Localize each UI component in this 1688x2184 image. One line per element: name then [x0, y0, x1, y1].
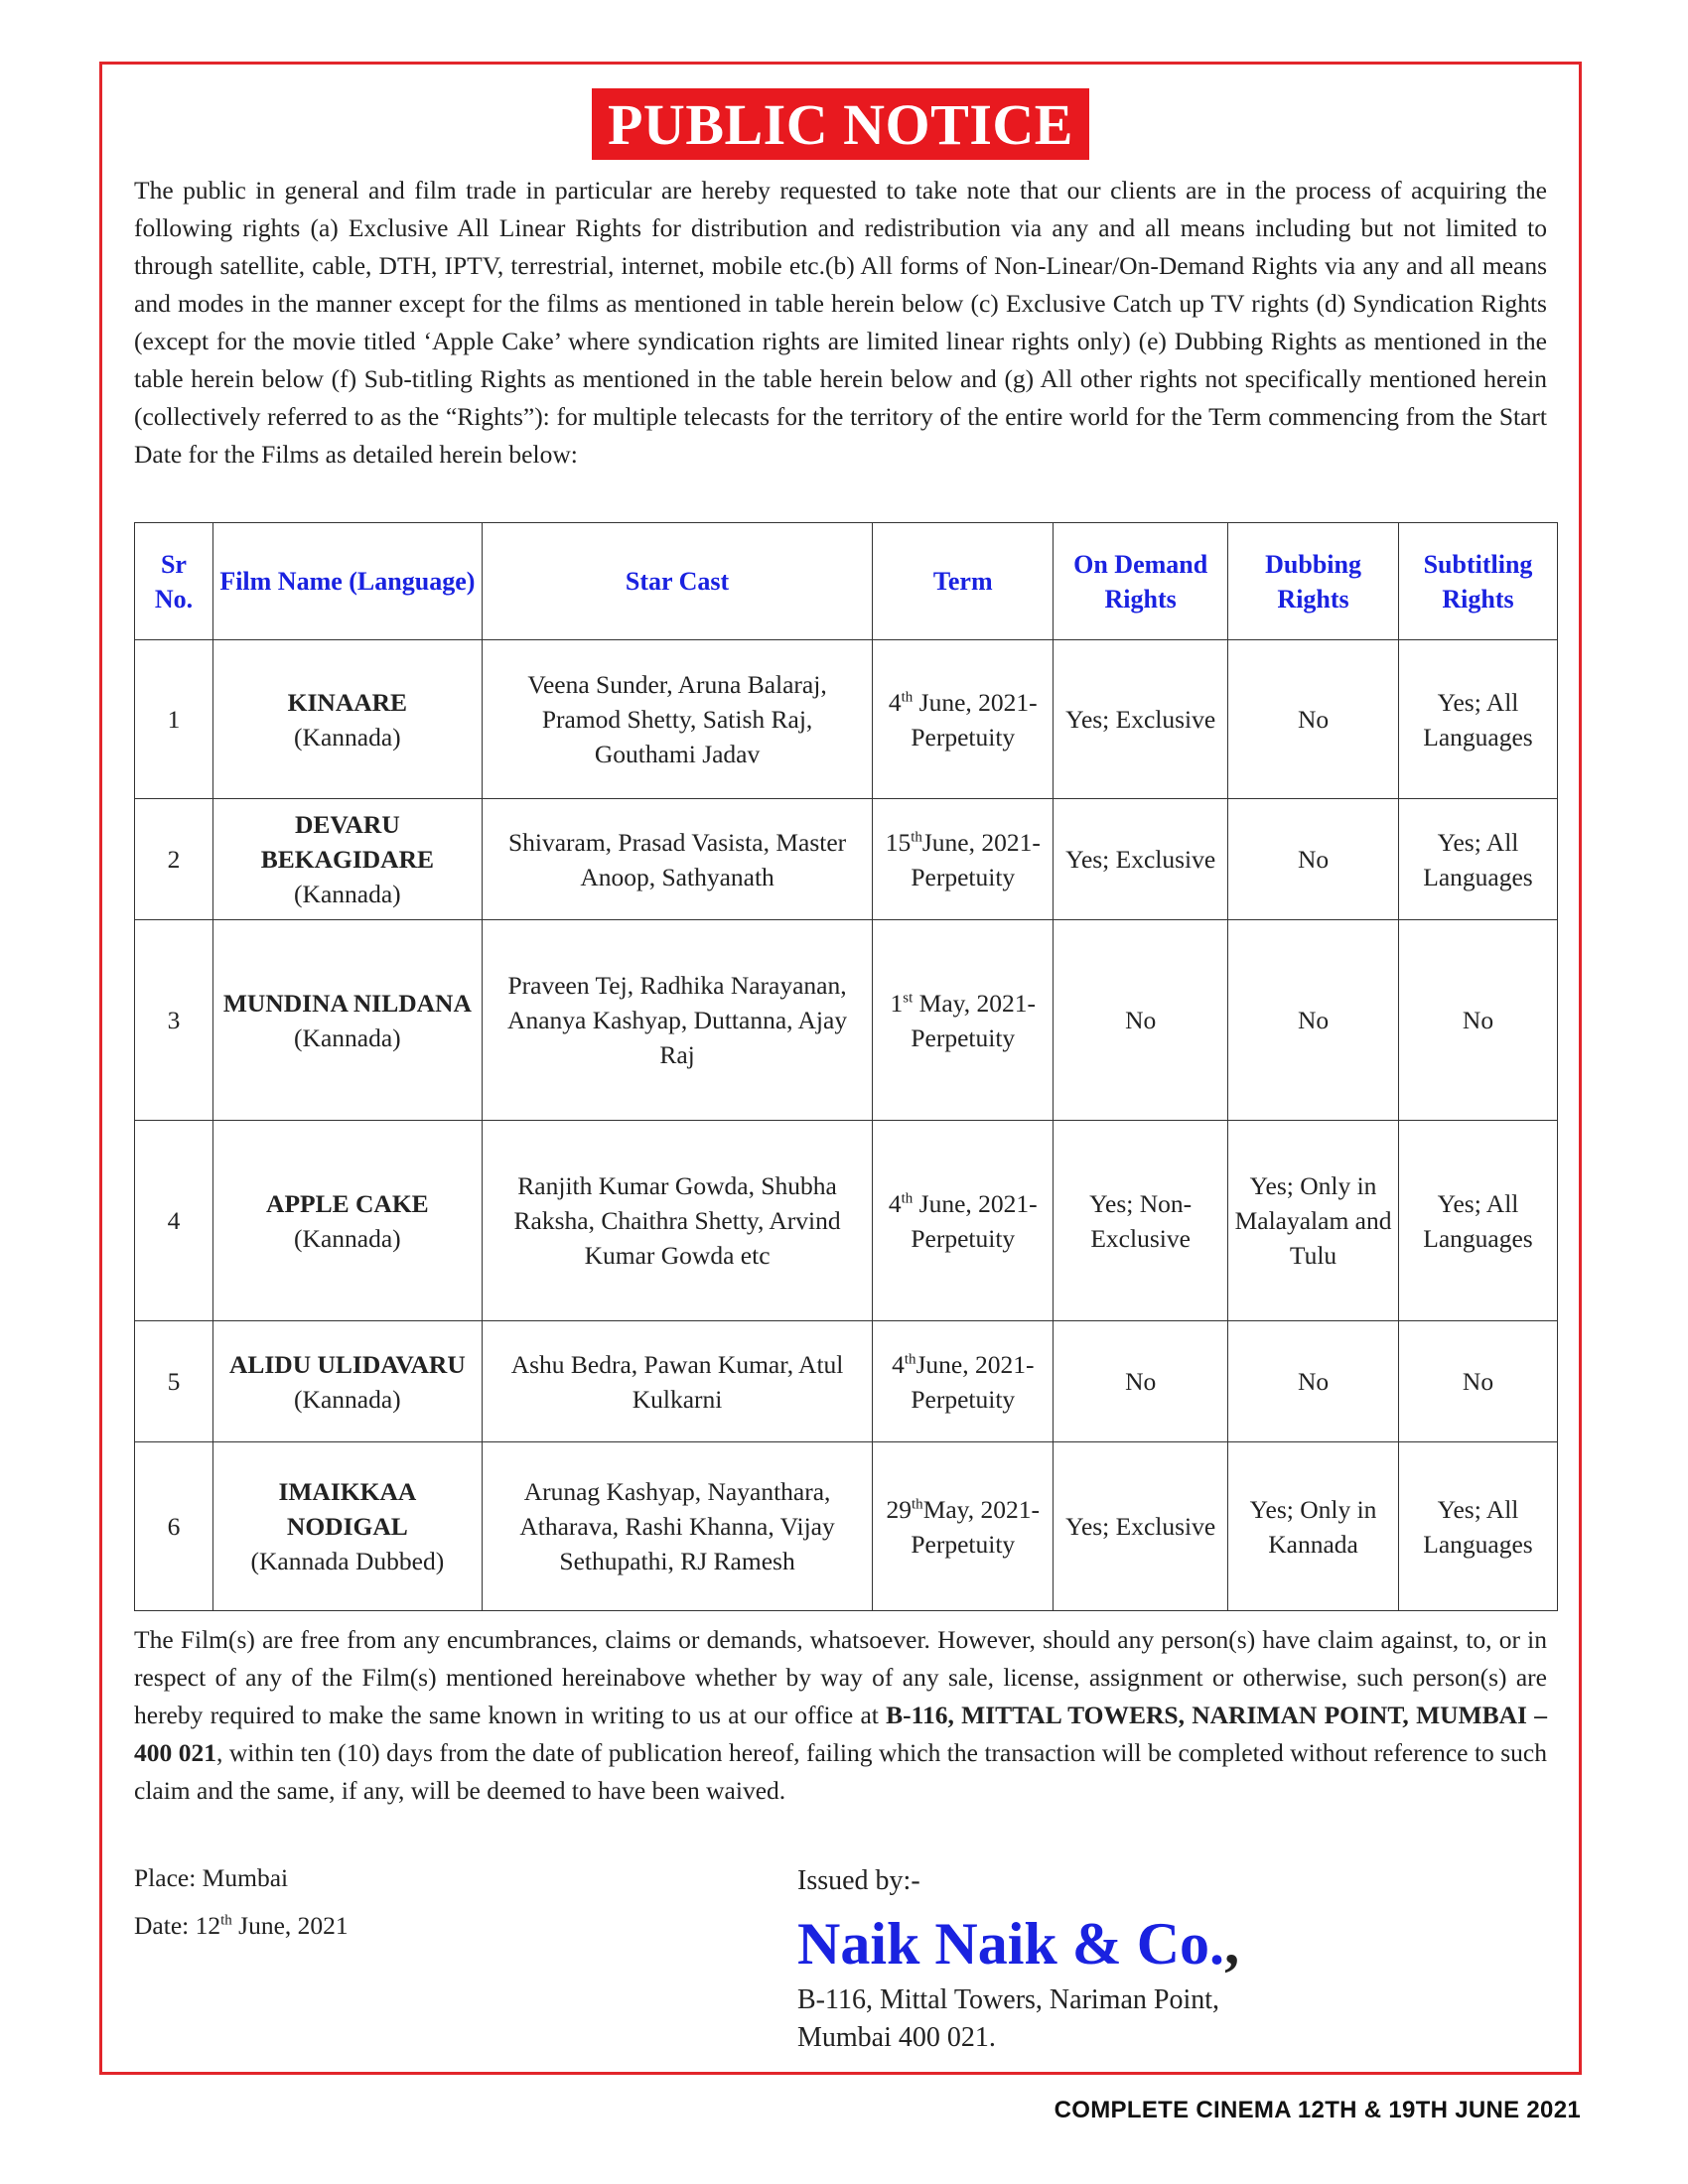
term-rest: May, 2021-Perpetuity	[911, 988, 1036, 1052]
term-day: 4	[888, 687, 902, 717]
header-film-name: Film Name (Language)	[212, 523, 482, 640]
issued-by: Issued by:-	[797, 1865, 920, 1896]
cast-cell: Ashu Bedra, Pawan Kumar, Atul Kulkarni	[482, 1321, 873, 1442]
sr-cell: 5	[135, 1321, 213, 1442]
term-rest: May, 2021-Perpetuity	[911, 1494, 1041, 1559]
table-row	[135, 1442, 1558, 1611]
cast-cell: Shivaram, Prasad Vasista, Master Anoop, Sathyanath	[482, 799, 873, 920]
on-demand-cell: Yes; Exclusive	[1054, 799, 1228, 920]
term-day: 15	[885, 827, 912, 857]
film-language: (Kannada Dubbed)	[250, 1547, 445, 1575]
films-table	[134, 522, 1558, 1611]
table-row	[135, 1321, 1558, 1442]
outro-text-1: The Film(s) are free from any encumbrances, claims or demands, whatsoever. However, should any person(s) have claim against, to, or in respect of any of the Film(s) mentioned hereinabove whether by way of any sale, license, assignment or otherwise, such person(s) are hereby required to make the same known in writing to us at our office at	[134, 1625, 1547, 1729]
firm-address-line1: B-116, Mittal Towers, Nariman Point,	[797, 1984, 1220, 2015]
dubbing-cell: No	[1228, 640, 1399, 799]
on-demand-cell: Yes; Non-Exclusive	[1054, 1121, 1228, 1321]
cast-cell: Arunag Kashyap, Nayanthara, Atharava, Rashi Khanna, Vijay Sethupathi, RJ Ramesh	[482, 1442, 873, 1611]
sr-cell: 1	[135, 640, 213, 799]
subtitling-cell: Yes; All Languages	[1399, 799, 1558, 920]
term-suffix: th	[904, 1351, 916, 1367]
date-suffix: th	[220, 1912, 232, 1929]
term-rest: June, 2021-Perpetuity	[911, 827, 1041, 891]
table-row	[135, 920, 1558, 1121]
film-language: (Kannada)	[294, 1223, 401, 1253]
cast-cell: Praveen Tej, Radhika Narayanan, Ananya Kashyap, Duttanna, Ajay Raj	[482, 920, 873, 1121]
term-rest: June, 2021-Perpetuity	[911, 1188, 1038, 1253]
publication-footer: COMPLETE CINEMA 12TH & 19TH JUNE 2021	[1054, 2097, 1581, 2123]
title-wrap	[102, 88, 1579, 160]
dubbing-cell: Yes; Only in Kannada	[1228, 1442, 1399, 1611]
film-name: DEVARU BEKAGIDARE	[260, 810, 434, 874]
table-row	[135, 1121, 1558, 1321]
date-prefix: Date: 12	[134, 1911, 221, 1940]
dubbing-cell: No	[1228, 799, 1399, 920]
term-cell	[873, 1121, 1054, 1321]
date-rest: June, 2021	[231, 1911, 349, 1940]
subtitling-cell: Yes; All Languages	[1399, 640, 1558, 799]
cast-cell: Veena Sunder, Aruna Balaraj, Pramod Shetty, Satish Raj, Gouthami Jadav	[482, 640, 873, 799]
term-rest: June, 2021-Perpetuity	[911, 687, 1038, 751]
term-cell	[873, 920, 1054, 1121]
term-day: 29	[886, 1494, 913, 1524]
dubbing-cell: No	[1228, 1321, 1399, 1442]
table-header-row	[135, 523, 1558, 640]
film-language: (Kannada)	[294, 1023, 401, 1052]
term-cell	[873, 1321, 1054, 1442]
subtitling-cell: No	[1399, 920, 1558, 1121]
film-name: KINAARE	[287, 687, 408, 717]
film-cell	[212, 1321, 482, 1442]
table-row	[135, 799, 1558, 920]
sr-cell: 6	[135, 1442, 213, 1611]
term-cell	[873, 1442, 1054, 1611]
header-sr-no: Sr No.	[135, 523, 213, 640]
term-rest: June, 2021-Perpetuity	[911, 1349, 1035, 1414]
notice-frame	[99, 62, 1582, 2075]
term-suffix: th	[901, 1190, 914, 1206]
place: Place: Mumbai	[134, 1863, 289, 1892]
term-suffix: th	[911, 829, 922, 845]
subtitling-cell: Yes; All Languages	[1399, 1442, 1558, 1611]
firm-name	[797, 1909, 1239, 1979]
film-name: MUNDINA NILDANA	[222, 988, 472, 1018]
sr-cell: 4	[135, 1121, 213, 1321]
on-demand-cell: No	[1054, 920, 1228, 1121]
firm-address-line2: Mumbai 400 021.	[797, 2022, 996, 2053]
dubbing-cell: Yes; Only in Malayalam and Tulu	[1228, 1121, 1399, 1321]
firm-comma: ,	[1224, 1911, 1240, 1977]
subtitling-cell: Yes; All Languages	[1399, 1121, 1558, 1321]
term-cell	[873, 640, 1054, 799]
date	[134, 1911, 349, 1941]
term-suffix: th	[901, 689, 914, 705]
film-cell	[212, 799, 482, 920]
term-suffix: th	[912, 1496, 923, 1512]
on-demand-cell: Yes; Exclusive	[1054, 640, 1228, 799]
sr-cell: 2	[135, 799, 213, 920]
film-cell	[212, 1442, 482, 1611]
term-day: 4	[888, 1188, 902, 1218]
outro-text-2: , within ten (10) days from the date of publication hereof, failing which the transaction will be completed without reference to such claim and the same, if any, will be deemed to have been waived.	[134, 1738, 1548, 1805]
term-day: 4	[892, 1349, 905, 1379]
firm-name-text: Naik Naik & Co.	[797, 1911, 1225, 1977]
header-term: Term	[873, 523, 1054, 640]
film-name: ALIDU ULIDAVARU	[228, 1349, 466, 1379]
office-address: B-116, MITTAL TOWERS, NARIMAN POINT, MUMBAI – 400 021	[134, 1701, 1547, 1767]
header-star-cast: Star Cast	[482, 523, 873, 640]
header-dubbing: Dubbing Rights	[1228, 523, 1399, 640]
film-name: APPLE CAKE	[266, 1188, 429, 1218]
dubbing-cell: No	[1228, 920, 1399, 1121]
term-day: 1	[890, 988, 904, 1018]
header-on-demand: On Demand Rights	[1054, 523, 1228, 640]
film-language: (Kannada)	[294, 722, 401, 751]
intro-paragraph: The public in general and film trade in particular are hereby requested to take note that our clients are in the process of acquiring the following rights (a) Exclusive All Linear Rights for distribution and redistribution via any and all means including but not limited to through satellite, cable, DTH, IPTV, terrestrial, internet, mobile etc.(b) All forms of Non-Linear/On-Demand Rights via any and all means and modes in the manner except for the films as mentioned in table herein below (c) Exclusive Catch up TV rights (d) Syndication Rights (except for the movie titled ‘Apple Cake’ where syndication rights are limited linear rights only) (e) Dubbing Rights as mentioned in the table herein below (f) Sub-titling Rights as mentioned in the table herein below and (g) All other rights not specifically mentioned herein (collectively referred to as the “Rights”): for multiple telecasts for the territory of the entire world for the Term commencing from the Start Date for the Films as detailed herein below:	[134, 176, 1547, 469]
sr-cell: 3	[135, 920, 213, 1121]
table-row	[135, 640, 1558, 799]
outro-paragraph	[134, 1621, 1547, 1810]
term-suffix: st	[903, 990, 914, 1006]
header-subtitling: Subtitling Rights	[1399, 523, 1558, 640]
film-language: (Kannada)	[294, 1384, 401, 1414]
film-cell	[212, 920, 482, 1121]
film-cell	[212, 640, 482, 799]
subtitling-cell: No	[1399, 1321, 1558, 1442]
notice-title: PUBLIC NOTICE	[592, 88, 1089, 160]
cast-cell: Ranjith Kumar Gowda, Shubha Raksha, Chaithra Shetty, Arvind Kumar Gowda etc	[482, 1121, 873, 1321]
on-demand-cell: Yes; Exclusive	[1054, 1442, 1228, 1611]
film-cell	[212, 1121, 482, 1321]
term-cell	[873, 799, 1054, 920]
on-demand-cell: No	[1054, 1321, 1228, 1442]
film-name: IMAIKKAA NODIGAL	[278, 1477, 417, 1541]
film-language: (Kannada)	[294, 880, 401, 908]
